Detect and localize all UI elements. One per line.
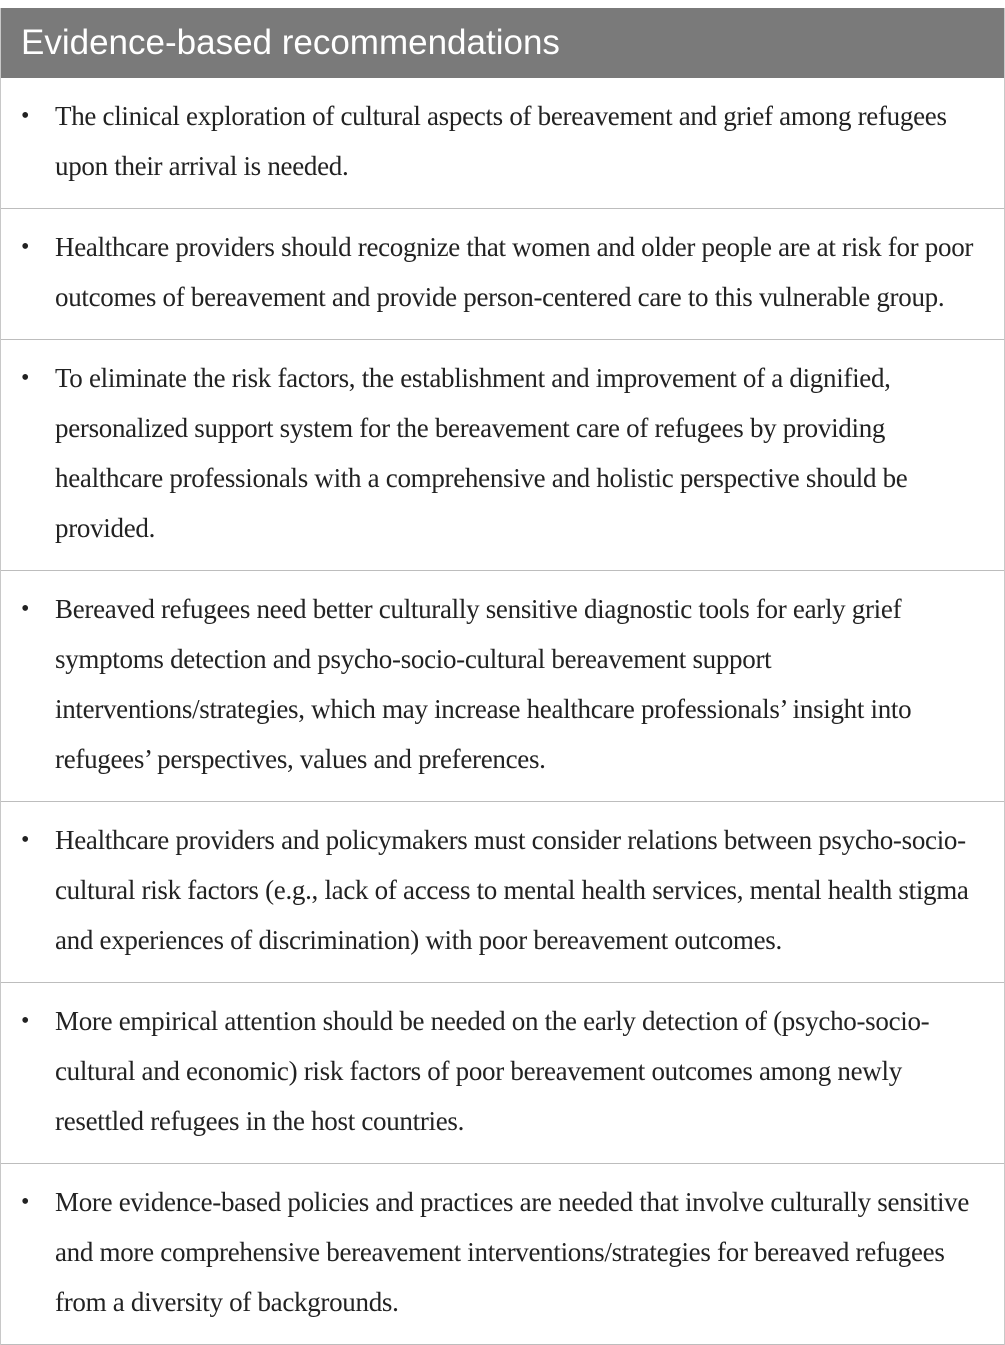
bullet-icon: •	[21, 234, 30, 260]
table-row	[1, 340, 1004, 571]
table-row	[1, 571, 1004, 802]
bullet-icon: •	[21, 827, 30, 853]
recommendation-text: Bereaved refugees need better culturally sensitive diagnostic tools for early grief symptoms detection and psycho-socio-cultural bereavement support interventions/strategies, which may increase healthcare professionals’ insight into refugees’ perspectives, values and preferences.	[55, 594, 912, 774]
table-row	[1, 802, 1004, 983]
recommendation-text: More empirical attention should be needed on the early detection of (psycho-socio-cultural and economic) risk factors of poor bereavement outcomes among newly resettled refugees in the host countries.	[55, 1006, 930, 1136]
recommendation-text: Healthcare providers and policymakers must consider relations between psycho-socio-cultural risk factors (e.g., lack of access to mental health services, mental health stigma and experiences of discrimination) with poor bereavement outcomes.	[55, 825, 969, 955]
table-row	[1, 1164, 1004, 1345]
recommendation-text: Healthcare providers should recognize that women and older people are at risk for poor outcomes of bereavement and provide person-centered care to this vulnerable group.	[55, 232, 974, 312]
bullet-icon: •	[21, 1008, 30, 1034]
bullet-icon: •	[21, 1189, 30, 1215]
table-row	[1, 209, 1004, 340]
bullet-icon: •	[21, 103, 30, 129]
table-row	[1, 78, 1004, 209]
bullet-icon: •	[21, 365, 30, 391]
table-row	[1, 983, 1004, 1164]
recommendation-text: To eliminate the risk factors, the establishment and improvement of a dignified, personalized support system for the bereavement care of refugees by providing healthcare professionals with a comprehensive and holistic perspective should be provided.	[55, 363, 908, 543]
table-header: Evidence-based recommendations	[1, 8, 1004, 78]
recommendation-text: More evidence-based policies and practices are needed that involve culturally sensitive and more comprehensive bereavement interventions/strategies for bereaved refugees from a diversity of backgrounds.	[55, 1187, 970, 1317]
bullet-icon: •	[21, 596, 30, 622]
recommendation-text: The clinical exploration of cultural aspects of bereavement and grief among refugees upon their arrival is needed.	[55, 101, 947, 181]
recommendations-table	[0, 8, 1005, 1345]
